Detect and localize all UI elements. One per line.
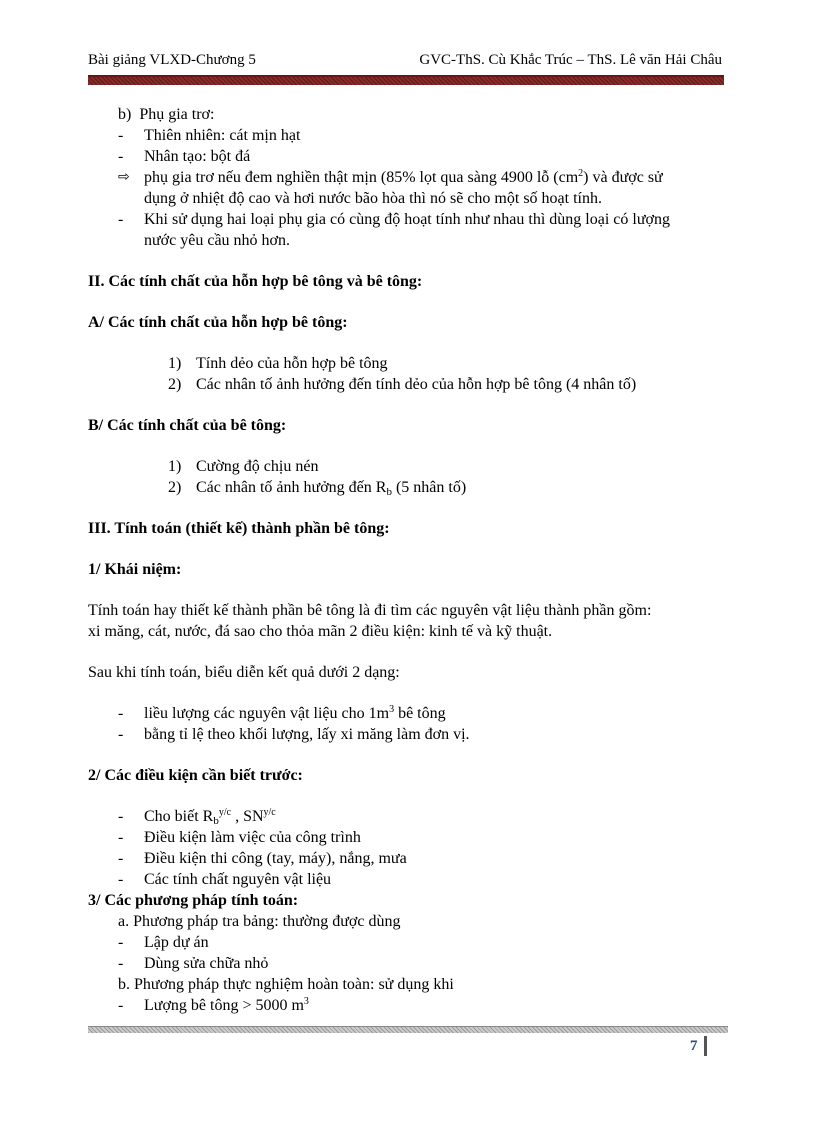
list-item: - Lập dự án <box>118 934 209 951</box>
section-heading: A/ Các tính chất của hỗn hợp bê tông: <box>88 314 348 331</box>
numbered-item: 1) Tính dẻo của hỗn hợp bê tông <box>168 355 388 372</box>
list-item: - Các tính chất nguyên vật liệu <box>118 871 332 888</box>
numbered-item: 2) Các nhân tố ảnh hưởng đến tính dẻo của hỗn hợp bê tông (4 nhân tố) <box>168 376 637 393</box>
subsection-heading: 1/ Khái niệm: <box>88 561 182 578</box>
list-item-continuation: dụng ở nhiệt độ cao và hơi nước bão hòa thì nó sẽ cho một số hoạt tính. <box>144 190 602 207</box>
list-item: - Lượng bê tông > 5000 $m^3$ <box>118 996 309 1014</box>
section-heading: II. Các tính chất của hỗn hợp bê tông và bê tông: <box>88 273 423 290</box>
list-item: - Điều kiện làm việc của công trình <box>118 829 361 846</box>
list-item: - liều lượng các nguyên vật liệu cho $1m^3$ bê tông <box>118 704 446 722</box>
numbered-item: 1) Cường độ chịu nén <box>168 458 319 475</box>
arrow-icon: ⇨ <box>118 169 130 185</box>
section-heading: B/ Các tính chất của bê tông: <box>88 417 287 434</box>
list-item: - Cho biết $R_b^{y/c}$ , $SN^{y/c}$ <box>118 807 276 827</box>
paragraph-line: xi măng, cát, nước, đá sao cho thỏa mãn 2 điều kiện: kinh tế và kỹ thuật. <box>88 623 553 640</box>
subsection-heading: 3/ Các phương pháp tính toán: <box>88 892 299 909</box>
list-item: - Thiên nhiên: cát mịn hạt <box>118 127 301 144</box>
list-item: - Điều kiện thi công (tay, máy), nắng, mưa <box>118 850 407 867</box>
header-right: GVC-ThS. Cù Khắc Trúc – ThS. Lê văn Hải Châu <box>419 52 722 68</box>
page-number: 7 <box>690 1036 707 1056</box>
paragraph-line: Tính toán hay thiết kế thành phần bê tông là đi tìm các nguyên vật liệu thành phần gồm: <box>88 602 652 619</box>
footer-rule <box>88 1026 728 1033</box>
section-heading: III. Tính toán (thiết kế) thành phần bê tông: <box>88 520 390 537</box>
list-item: - Dùng sửa chữa nhỏ <box>118 955 269 972</box>
list-item: - Nhân tạo: bột đá <box>118 148 251 165</box>
paragraph-line: Sau khi tính toán, biểu diễn kết quả dưới 2 dạng: <box>88 664 400 681</box>
list-item: - Khi sử dụng hai loại phụ gia có cùng độ hoạt tính như nhau thì dùng loại có lượng <box>118 211 670 228</box>
method-item: b. Phương pháp thực nghiệm hoàn toàn: sử dụng khi <box>118 976 454 993</box>
page-header <box>88 52 722 69</box>
header-rule <box>88 75 724 85</box>
subsection-heading: 2/ Các điều kiện cần biết trước: <box>88 767 303 784</box>
header-left: Bài giảng VLXD-Chương 5 <box>88 52 256 68</box>
list-item: ⇨ phụ gia trơ nếu đem nghiền thật mịn (85% lọt qua sàng 4900 lỗ $(cm^2)$ và được sử <box>118 168 663 186</box>
list-item-continuation: nước yêu cầu nhỏ hơn. <box>144 232 290 249</box>
list-item: - bằng tỉ lệ theo khối lượng, lấy xi măng làm đơn vị. <box>118 726 470 743</box>
document-body <box>88 104 724 1016</box>
numbered-item: 2) Các nhân tố ảnh hưởng đến $R_b$ (5 nhân tố) <box>168 479 467 498</box>
item-b: b) Phụ gia trơ: <box>118 106 215 123</box>
method-item: a. Phương pháp tra bảng: thường được dùng <box>118 913 401 930</box>
